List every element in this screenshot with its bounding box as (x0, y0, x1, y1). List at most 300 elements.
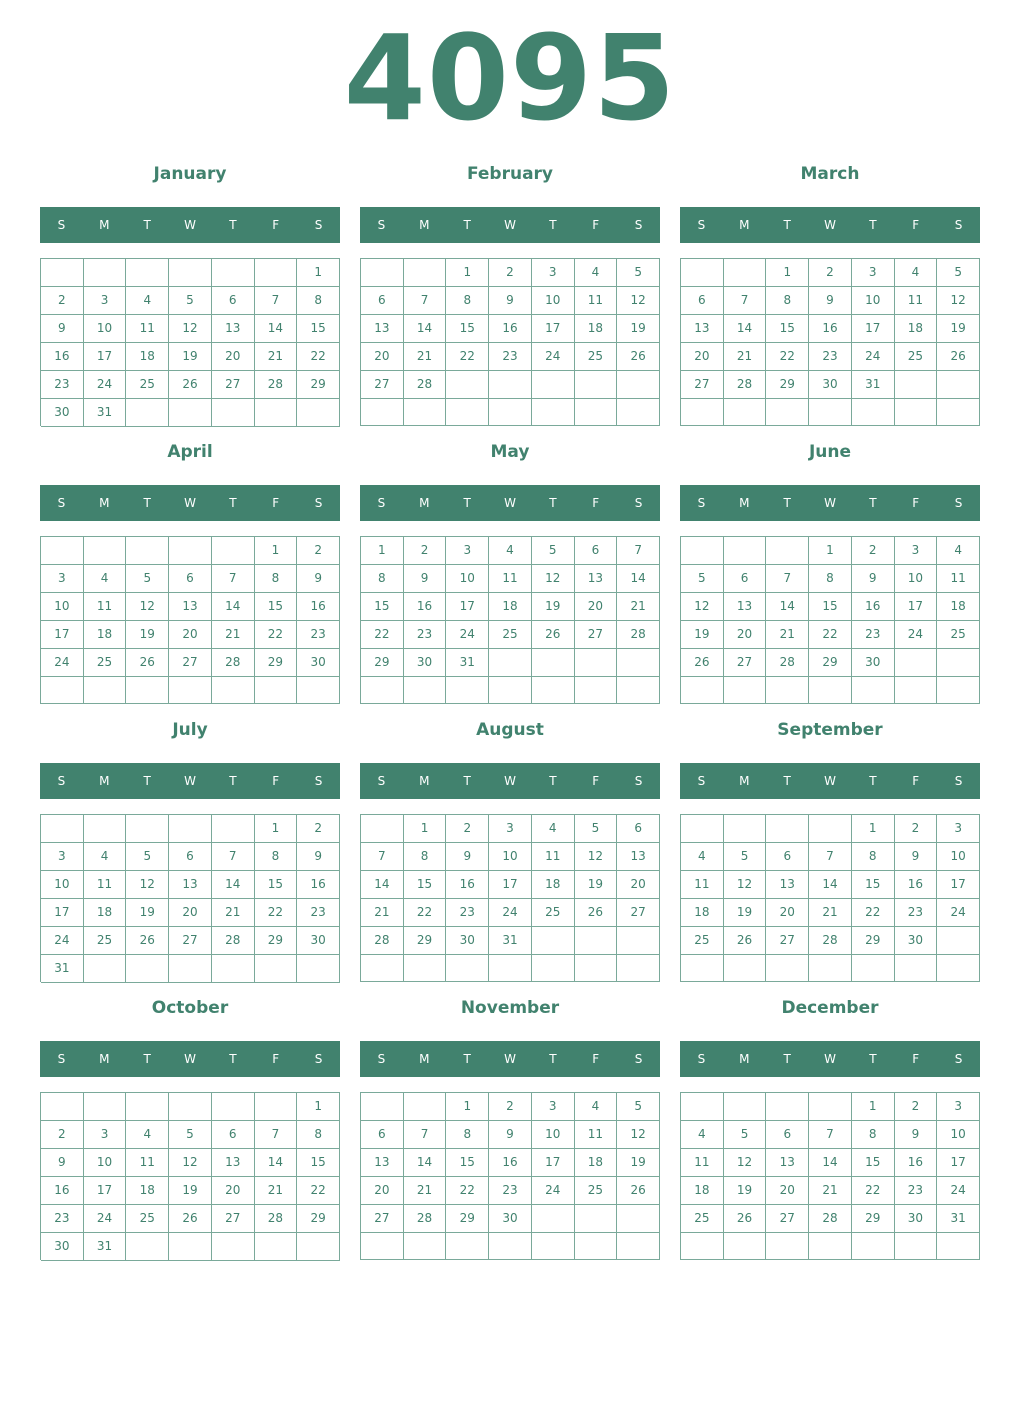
day-cell: 31 (41, 955, 84, 983)
day-cell: 23 (446, 899, 489, 927)
empty-day-cell (489, 649, 532, 677)
empty-day-cell (212, 1093, 255, 1121)
day-cell: 15 (446, 1149, 489, 1177)
empty-day-cell (126, 955, 169, 983)
day-cell: 17 (852, 315, 895, 343)
day-cell: 12 (617, 287, 660, 315)
weekday-label: W (504, 774, 516, 788)
empty-day-cell (126, 1093, 169, 1121)
empty-day-cell (212, 399, 255, 427)
day-cell: 6 (681, 287, 724, 315)
day-cell: 2 (41, 287, 84, 315)
day-cell: 25 (575, 343, 618, 371)
day-cell: 23 (41, 1205, 84, 1233)
day-cell: 1 (361, 537, 404, 565)
day-cell: 21 (809, 899, 852, 927)
weekday-label: M (99, 496, 110, 510)
weekday-label: S (697, 496, 706, 510)
day-cell: 2 (895, 815, 938, 843)
empty-day-cell (532, 371, 575, 399)
weekday-label: W (824, 774, 836, 788)
empty-day-cell (809, 399, 852, 426)
day-cell: 24 (895, 621, 938, 649)
empty-day-cell (489, 371, 532, 399)
day-cell: 16 (404, 593, 447, 621)
day-cell: 25 (126, 371, 169, 399)
day-cell: 8 (255, 843, 298, 871)
day-cell: 29 (852, 927, 895, 955)
day-cell: 6 (169, 843, 212, 871)
weekday-label: M (419, 774, 430, 788)
day-cell: 7 (212, 843, 255, 871)
day-cell: 20 (212, 343, 255, 371)
day-cell: 9 (489, 1121, 532, 1149)
day-cell: 3 (84, 1121, 127, 1149)
weekday-label: W (184, 774, 196, 788)
weekday-label: S (697, 1052, 706, 1066)
empty-day-cell (361, 259, 404, 287)
day-cell: 3 (446, 537, 489, 565)
day-cell: 26 (126, 927, 169, 955)
weekday-label: F (912, 218, 920, 232)
weekday-label: M (739, 774, 750, 788)
day-cell: 28 (724, 371, 767, 399)
day-cell: 8 (852, 843, 895, 871)
day-cell: 10 (532, 287, 575, 315)
day-cell: 17 (84, 343, 127, 371)
day-cell: 5 (724, 1121, 767, 1149)
empty-day-cell (404, 399, 447, 426)
day-cell: 28 (361, 927, 404, 955)
day-cell: 23 (895, 899, 938, 927)
weekday-header (40, 1041, 340, 1077)
weekday-label: W (824, 496, 836, 510)
empty-day-cell (681, 815, 724, 843)
weekday-label: S (57, 774, 66, 788)
day-cell: 1 (809, 537, 852, 565)
weekday-label: S (634, 218, 643, 232)
empty-day-cell (809, 955, 852, 982)
day-cell: 1 (255, 537, 298, 565)
day-cell: 5 (724, 843, 767, 871)
empty-day-cell (169, 1233, 212, 1261)
day-cell: 6 (361, 1121, 404, 1149)
empty-day-cell (404, 677, 447, 704)
day-cell: 16 (895, 1149, 938, 1177)
day-cell: 30 (852, 649, 895, 677)
empty-day-cell (361, 1093, 404, 1121)
day-cell: 30 (446, 927, 489, 955)
day-cell: 6 (575, 537, 618, 565)
day-cell: 3 (852, 259, 895, 287)
day-cell: 18 (126, 1177, 169, 1205)
day-cell: 20 (212, 1177, 255, 1205)
empty-day-cell (361, 677, 404, 704)
weekday-label: M (419, 218, 430, 232)
empty-day-cell (937, 677, 980, 704)
day-cell: 27 (212, 1205, 255, 1233)
day-cell: 19 (724, 899, 767, 927)
day-grid (680, 814, 980, 982)
day-cell: 27 (575, 621, 618, 649)
day-cell: 8 (446, 1121, 489, 1149)
day-cell: 2 (489, 1093, 532, 1121)
day-cell: 17 (446, 593, 489, 621)
day-cell: 24 (84, 1205, 127, 1233)
day-cell: 9 (297, 843, 340, 871)
day-cell: 12 (575, 843, 618, 871)
day-cell: 28 (766, 649, 809, 677)
empty-day-cell (169, 815, 212, 843)
weekday-label: T (549, 774, 557, 788)
empty-day-cell (404, 1233, 447, 1260)
weekday-label: S (57, 496, 66, 510)
day-cell: 26 (724, 1205, 767, 1233)
day-cell: 13 (212, 315, 255, 343)
day-cell: 27 (169, 649, 212, 677)
day-cell: 30 (809, 371, 852, 399)
day-cell: 5 (169, 287, 212, 315)
day-cell: 1 (766, 259, 809, 287)
day-cell: 2 (404, 537, 447, 565)
weekday-label: F (272, 774, 280, 788)
day-cell: 7 (809, 1121, 852, 1149)
day-cell: 28 (255, 1205, 298, 1233)
weekday-label: T (143, 1052, 151, 1066)
day-cell: 27 (361, 371, 404, 399)
day-cell: 23 (489, 343, 532, 371)
day-cell: 18 (895, 315, 938, 343)
weekday-label: T (463, 774, 471, 788)
day-cell: 15 (809, 593, 852, 621)
day-grid (680, 258, 980, 426)
day-cell: 12 (169, 1149, 212, 1177)
day-cell: 17 (41, 621, 84, 649)
day-cell: 9 (489, 287, 532, 315)
day-cell: 28 (212, 927, 255, 955)
empty-day-cell (446, 399, 489, 426)
day-cell: 25 (895, 343, 938, 371)
day-cell: 22 (446, 343, 489, 371)
day-cell: 11 (84, 593, 127, 621)
day-cell: 1 (404, 815, 447, 843)
day-cell: 25 (532, 899, 575, 927)
year-title: 4095 (343, 9, 677, 147)
weekday-label: W (184, 1052, 196, 1066)
empty-day-cell (361, 955, 404, 982)
day-cell: 25 (84, 927, 127, 955)
day-cell: 3 (84, 287, 127, 315)
day-cell: 15 (255, 871, 298, 899)
empty-day-cell (126, 677, 169, 704)
day-cell: 31 (84, 399, 127, 427)
day-cell: 29 (404, 927, 447, 955)
empty-day-cell (617, 649, 660, 677)
day-cell: 10 (84, 315, 127, 343)
empty-day-cell (724, 677, 767, 704)
weekday-label: S (954, 218, 963, 232)
empty-day-cell (255, 399, 298, 427)
day-cell: 18 (681, 899, 724, 927)
day-cell: 4 (84, 565, 127, 593)
day-cell: 4 (489, 537, 532, 565)
day-cell: 19 (532, 593, 575, 621)
day-cell: 10 (489, 843, 532, 871)
weekday-label: M (99, 1052, 110, 1066)
day-cell: 11 (126, 1149, 169, 1177)
empty-day-cell (404, 1093, 447, 1121)
day-cell: 21 (724, 343, 767, 371)
empty-day-cell (724, 1233, 767, 1260)
empty-day-cell (681, 259, 724, 287)
weekday-label: W (184, 496, 196, 510)
day-cell: 6 (169, 565, 212, 593)
day-cell: 13 (766, 871, 809, 899)
empty-day-cell (766, 677, 809, 704)
day-cell: 13 (361, 315, 404, 343)
weekday-label: W (504, 218, 516, 232)
day-cell: 13 (766, 1149, 809, 1177)
weekday-header (680, 1041, 980, 1077)
empty-day-cell (724, 537, 767, 565)
day-cell: 8 (852, 1121, 895, 1149)
day-cell: 7 (724, 287, 767, 315)
day-cell: 7 (617, 537, 660, 565)
empty-day-cell (532, 649, 575, 677)
day-cell: 4 (681, 1121, 724, 1149)
weekday-label: T (783, 1052, 791, 1066)
empty-day-cell (297, 399, 340, 427)
weekday-label: T (229, 496, 237, 510)
day-cell: 4 (895, 259, 938, 287)
empty-day-cell (937, 371, 980, 399)
weekday-header (360, 763, 660, 799)
day-cell: 5 (126, 843, 169, 871)
day-cell: 10 (937, 1121, 980, 1149)
weekday-label: W (504, 1052, 516, 1066)
weekday-label: F (592, 774, 600, 788)
day-cell: 18 (575, 315, 618, 343)
empty-day-cell (681, 1233, 724, 1260)
empty-day-cell (126, 537, 169, 565)
empty-day-cell (617, 371, 660, 399)
empty-day-cell (724, 815, 767, 843)
day-cell: 13 (681, 315, 724, 343)
day-cell: 17 (937, 1149, 980, 1177)
weekday-header (680, 485, 980, 521)
day-cell: 31 (489, 927, 532, 955)
weekday-header (360, 485, 660, 521)
day-cell: 1 (297, 259, 340, 287)
day-cell: 25 (126, 1205, 169, 1233)
empty-day-cell (212, 815, 255, 843)
weekday-header (360, 1041, 660, 1077)
day-cell: 3 (937, 815, 980, 843)
empty-day-cell (895, 677, 938, 704)
weekday-label: S (634, 774, 643, 788)
empty-day-cell (724, 399, 767, 426)
day-cell: 14 (361, 871, 404, 899)
day-cell: 27 (169, 927, 212, 955)
empty-day-cell (41, 677, 84, 704)
empty-day-cell (809, 815, 852, 843)
day-cell: 28 (404, 371, 447, 399)
month-name: June (808, 442, 852, 462)
weekday-label: S (954, 774, 963, 788)
day-cell: 19 (575, 871, 618, 899)
empty-day-cell (724, 1093, 767, 1121)
day-cell: 20 (361, 1177, 404, 1205)
empty-day-cell (809, 1093, 852, 1121)
day-cell: 29 (297, 1205, 340, 1233)
month-name: December (781, 998, 879, 1018)
day-cell: 22 (404, 899, 447, 927)
day-cell: 6 (212, 1121, 255, 1149)
weekday-label: T (229, 1052, 237, 1066)
day-cell: 6 (766, 843, 809, 871)
weekday-label: T (463, 1052, 471, 1066)
day-cell: 29 (255, 927, 298, 955)
weekday-label: M (739, 496, 750, 510)
empty-day-cell (169, 677, 212, 704)
empty-day-cell (852, 1233, 895, 1260)
weekday-label: T (143, 496, 151, 510)
empty-day-cell (937, 955, 980, 982)
day-cell: 14 (766, 593, 809, 621)
day-cell: 20 (766, 899, 809, 927)
month-name: April (167, 442, 213, 462)
day-cell: 15 (255, 593, 298, 621)
empty-day-cell (724, 259, 767, 287)
empty-day-cell (126, 1233, 169, 1261)
day-cell: 30 (41, 1233, 84, 1261)
empty-day-cell (212, 955, 255, 983)
empty-day-cell (169, 537, 212, 565)
day-cell: 9 (895, 843, 938, 871)
day-cell: 16 (446, 871, 489, 899)
empty-day-cell (895, 399, 938, 426)
weekday-label: T (549, 496, 557, 510)
day-cell: 5 (575, 815, 618, 843)
weekday-label: S (954, 1052, 963, 1066)
day-cell: 11 (489, 565, 532, 593)
day-cell: 18 (681, 1177, 724, 1205)
day-cell: 15 (297, 315, 340, 343)
day-cell: 5 (617, 259, 660, 287)
day-cell: 22 (809, 621, 852, 649)
empty-day-cell (895, 955, 938, 982)
day-cell: 19 (617, 315, 660, 343)
day-cell: 4 (126, 1121, 169, 1149)
day-cell: 27 (212, 371, 255, 399)
day-cell: 2 (809, 259, 852, 287)
weekday-label: S (314, 496, 323, 510)
day-cell: 22 (361, 621, 404, 649)
empty-day-cell (41, 537, 84, 565)
weekday-label: S (57, 1052, 66, 1066)
weekday-label: W (824, 1052, 836, 1066)
day-cell: 30 (895, 1205, 938, 1233)
day-cell: 27 (724, 649, 767, 677)
day-cell: 12 (937, 287, 980, 315)
day-cell: 2 (297, 537, 340, 565)
day-cell: 7 (255, 1121, 298, 1149)
day-cell: 4 (532, 815, 575, 843)
day-cell: 5 (126, 565, 169, 593)
weekday-header (680, 763, 980, 799)
weekday-label: T (783, 218, 791, 232)
day-cell: 13 (169, 871, 212, 899)
day-cell: 14 (255, 1149, 298, 1177)
day-cell: 14 (212, 871, 255, 899)
weekday-label: T (783, 496, 791, 510)
day-grid (40, 814, 340, 982)
weekday-header (40, 207, 340, 243)
empty-day-cell (404, 259, 447, 287)
day-cell: 26 (617, 1177, 660, 1205)
day-cell: 2 (297, 815, 340, 843)
day-cell: 26 (681, 649, 724, 677)
day-grid (680, 1092, 980, 1260)
day-cell: 17 (895, 593, 938, 621)
empty-day-cell (255, 955, 298, 983)
weekday-label: F (592, 218, 600, 232)
day-cell: 8 (297, 287, 340, 315)
empty-day-cell (532, 1205, 575, 1233)
day-cell: 10 (446, 565, 489, 593)
weekday-label: S (57, 218, 66, 232)
weekday-label: F (272, 218, 280, 232)
weekday-label: F (592, 496, 600, 510)
day-cell: 9 (852, 565, 895, 593)
day-cell: 24 (84, 371, 127, 399)
day-cell: 22 (852, 899, 895, 927)
empty-day-cell (681, 537, 724, 565)
empty-day-cell (169, 399, 212, 427)
empty-day-cell (617, 677, 660, 704)
empty-day-cell (404, 955, 447, 982)
day-cell: 15 (852, 871, 895, 899)
day-cell: 2 (446, 815, 489, 843)
month-name: October (151, 998, 229, 1018)
day-cell: 20 (361, 343, 404, 371)
day-cell: 20 (681, 343, 724, 371)
empty-day-cell (617, 399, 660, 426)
weekday-label: T (869, 1052, 877, 1066)
day-cell: 12 (169, 315, 212, 343)
day-cell: 20 (766, 1177, 809, 1205)
weekday-label: M (99, 774, 110, 788)
day-cell: 11 (126, 315, 169, 343)
weekday-label: M (419, 496, 430, 510)
empty-day-cell (84, 677, 127, 704)
weekday-label: T (143, 774, 151, 788)
day-cell: 1 (852, 815, 895, 843)
empty-day-cell (575, 399, 618, 426)
empty-day-cell (766, 537, 809, 565)
empty-day-cell (84, 259, 127, 287)
day-cell: 22 (255, 899, 298, 927)
weekday-label: T (869, 774, 877, 788)
day-cell: 29 (766, 371, 809, 399)
day-cell: 30 (489, 1205, 532, 1233)
empty-day-cell (361, 1233, 404, 1260)
day-cell: 12 (724, 1149, 767, 1177)
day-cell: 28 (212, 649, 255, 677)
empty-day-cell (489, 399, 532, 426)
day-cell: 22 (446, 1177, 489, 1205)
day-cell: 8 (361, 565, 404, 593)
